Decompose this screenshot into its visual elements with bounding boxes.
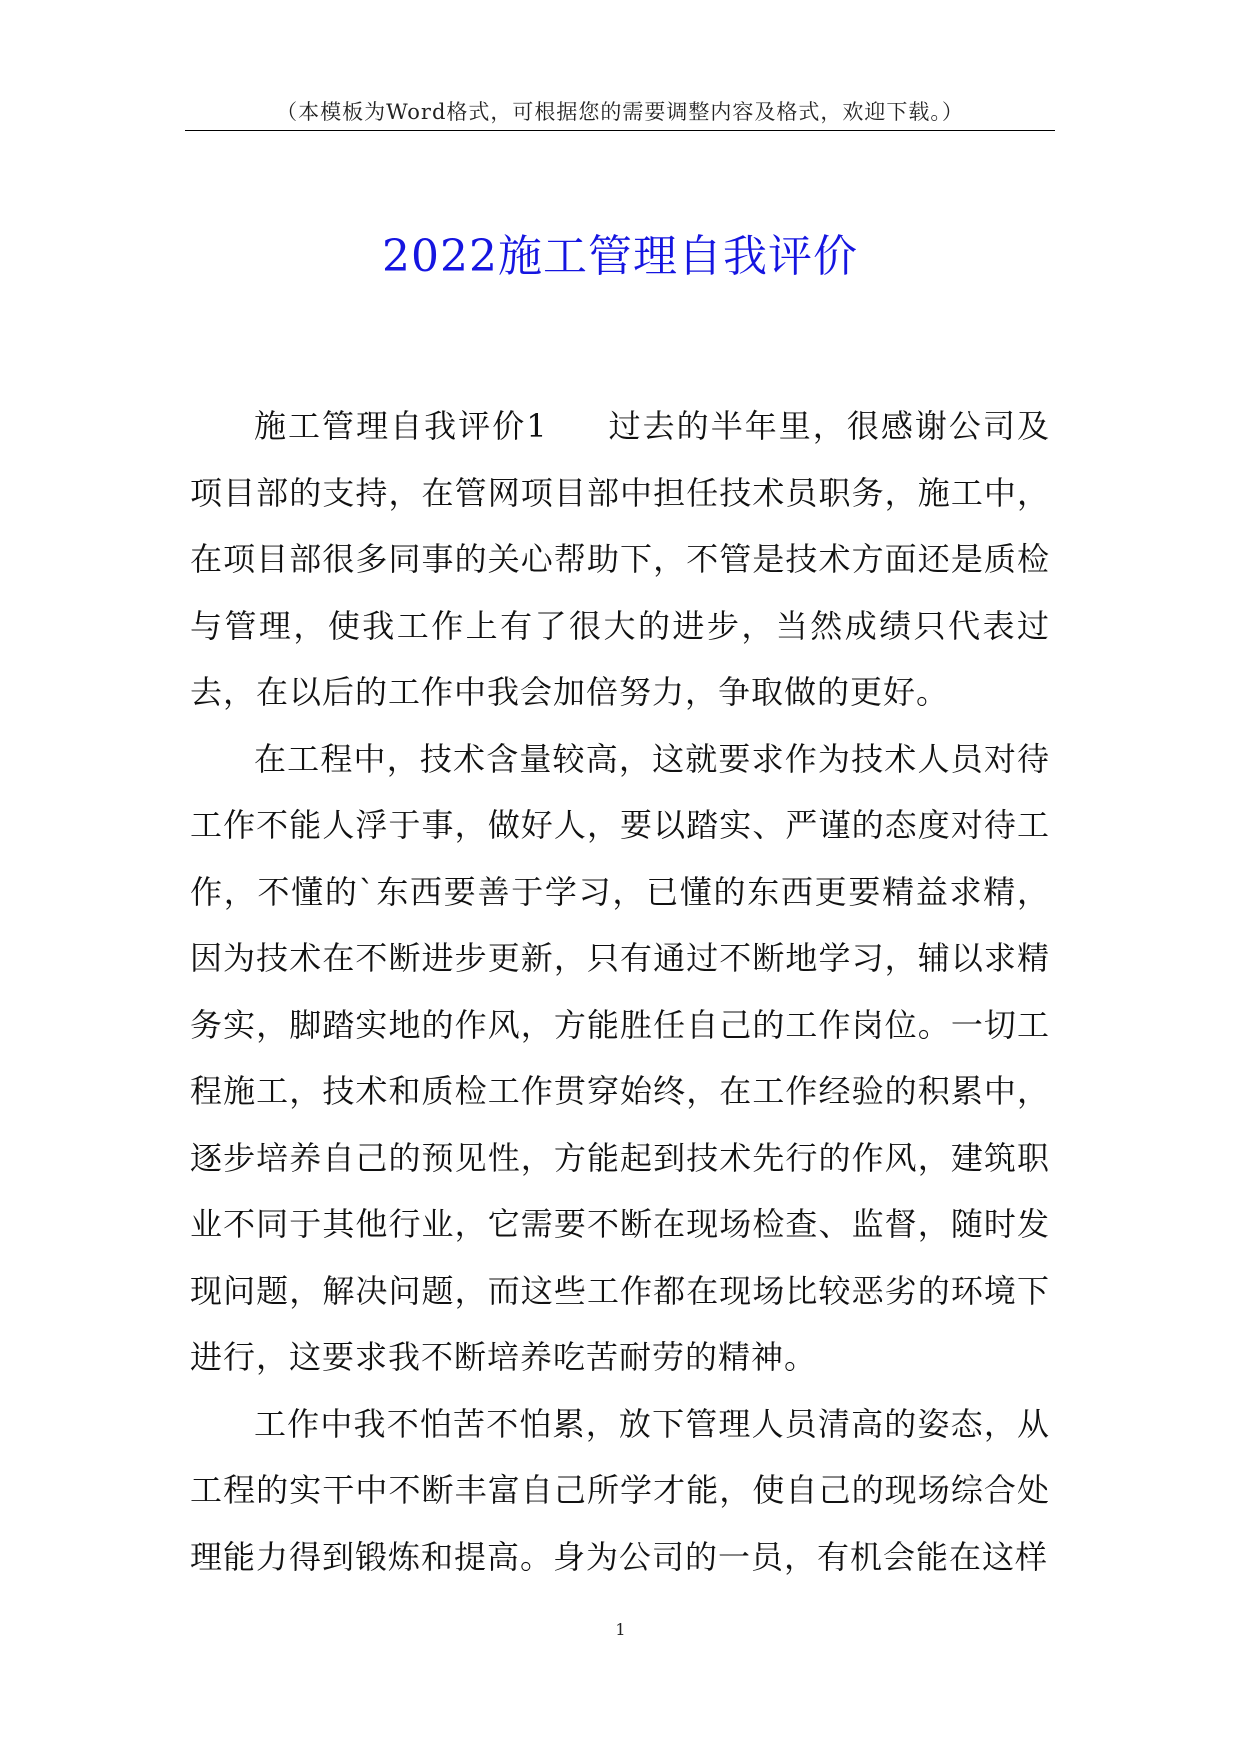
page-number: 1	[615, 1620, 626, 1639]
paragraph-1-text: 过去的半年里，很感谢公司及项目部的支持，在管网项目部中担任技术员职务，施工中，在项目部很多同事的关心帮助下，不管是技术方面还是质检与管理，使我工作上有了很大的进步，当然成绩只代表过去，在以后的工作中我会加倍努力，争取做的更好。	[190, 407, 1050, 711]
section-heading: 施工管理自我评价1	[254, 407, 548, 445]
paragraph-1	[190, 393, 1050, 726]
paragraph-2: 在工程中，技术含量较高，这就要求作为技术人员对待工作不能人浮于事，做好人，要以踏实、严谨的态度对待工作，不懂的`东西要善于学习，已懂的东西更要精益求精，因为技术在不断进步更新，只有通过不断地学习，辅以求精务实，脚踏实地的作风，方能胜任自己的工作岗位。一切工程施工，技术和质检工作贯穿始终，在工作经验的积累中，逐步培养自己的预见性，方能起到技术先行的作风，建筑职业不同于其他行业，它需要不断在现场检查、监督，随时发现问题，解决问题，而这些工作都在现场比较恶劣的环境下进行，这要求我不断培养吃苦耐劳的精神。	[190, 739, 1050, 1376]
header-note: （本模板为Word格式，可根据您的需要调整内容及格式，欢迎下载。）	[276, 100, 964, 124]
document-title: 2022施工管理自我评价	[382, 231, 858, 282]
document-body	[190, 393, 1050, 1590]
header-divider	[185, 130, 1055, 131]
paragraph-3: 工作中我不怕苦不怕累，放下管理人员清高的姿态，从工程的实干中不断丰富自己所学才能，使自己的现场综合处理能力得到锻炼和提高。身为公司的一员，有机会能在这样	[190, 1404, 1050, 1576]
